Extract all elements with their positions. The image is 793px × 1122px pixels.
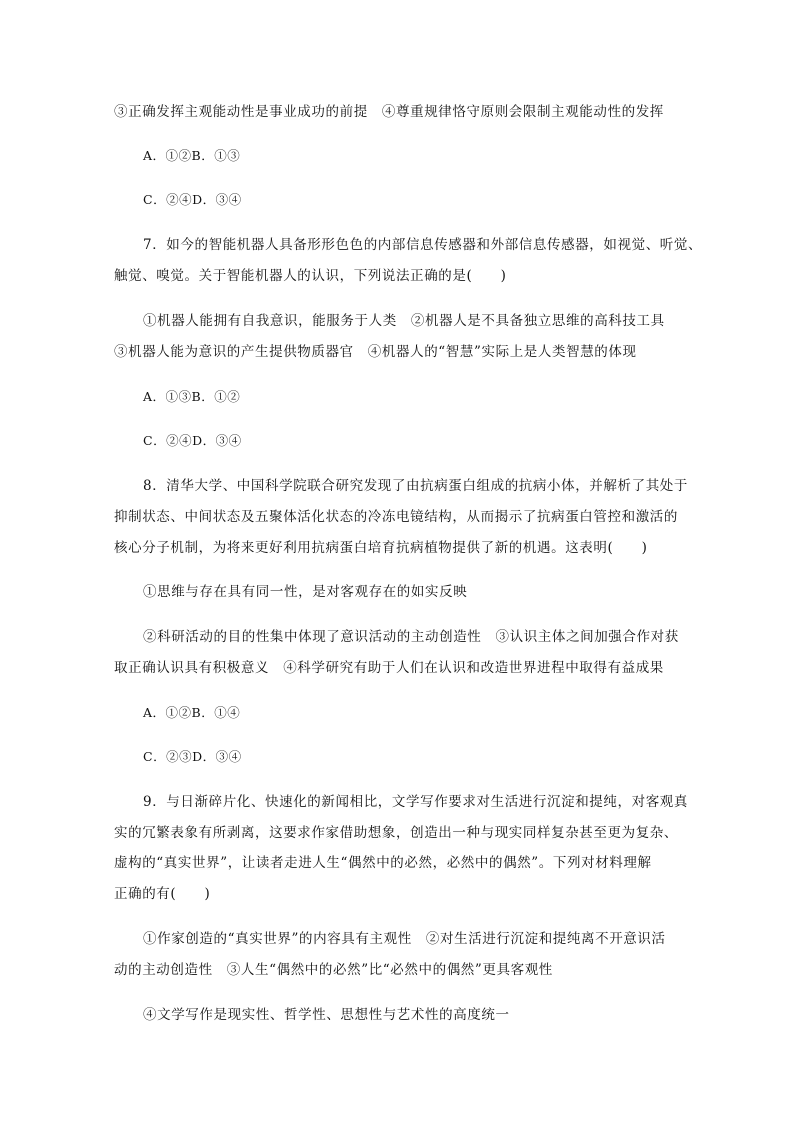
q7-stem-line-1: 7．如今的智能机器人具备形形色色的内部信息传感器和外部信息传感器，如视觉、听觉、 bbox=[143, 237, 703, 253]
q8-option-ab: A．①②B．①④ bbox=[143, 705, 241, 720]
q8-option-cd: C．②③D．③④ bbox=[143, 749, 242, 764]
q8-statement-1: ①思维与存在具有同一性，是对客观存在的如实反映 bbox=[143, 584, 468, 600]
q8-statements-line-2: ②科研活动的目的性集中体现了意识活动的主动创造性 ③认识主体之间加强合作对获 bbox=[143, 629, 679, 645]
q9-statements-line-2: 动的主动创造性 ③人生“偶然中的必然”比“必然中的偶然”更具客观性 bbox=[114, 962, 553, 978]
q8-stem-line-2: 抑制状态、中间状态及五聚体活化状态的冷冻电镜结构，从而揭示了抗病蛋白管控和激活的 bbox=[114, 509, 678, 525]
q6-option-ab: A．①②B．①③ bbox=[143, 148, 241, 163]
q7-statements-line-2: ③机器人能为意识的产生提供物质器官 ④机器人的“智慧”实际上是人类智慧的体现 bbox=[114, 344, 637, 360]
q9-stem-line-2: 实的冗繁表象有所剥离，这要求作家借助想象，创造出一种与现实同样复杂甚至更为复杂、 bbox=[114, 825, 678, 841]
q7-option-ab: A．①③B．①② bbox=[143, 389, 241, 404]
q7-stem-line-2: 触觉、嗅觉。关于智能机器人的认识，下列说法正确的是( ) bbox=[114, 268, 507, 284]
q7-option-cd: C．②④D．③④ bbox=[143, 433, 242, 448]
q9-stem-line-3: 虚构的“真实世界”，让读者走进人生“偶然中的必然，必然中的偶然”。下列对材料理解 bbox=[114, 855, 652, 871]
q6-statements-line: ③正确发挥主观能动性是事业成功的前提 ④尊重规律恪守原则会限制主观能动性的发挥 bbox=[114, 104, 664, 120]
q8-stem-line-3: 核心分子机制，为将来更好利用抗病蛋白培育抗病植物提供了新的机遇。这表明( ) bbox=[114, 540, 648, 556]
q9-statements-line-1: ①作家创造的“真实世界”的内容具有主观性 ②对生活进行沉淀和提纯离不开意识活 bbox=[143, 931, 666, 947]
q9-stem-line-1: 9．与日渐碎片化、快速化的新闻相比，文学写作要求对生活进行沉淀和提纯，对客观真 bbox=[143, 794, 688, 810]
q8-statements-line-3: 取正确认识具有积极意义 ④科学研究有助于人们在认识和改造世界进程中取得有益成果 bbox=[114, 660, 664, 676]
q7-statements-line-1: ①机器人能拥有自我意识，能服务于人类 ②机器人是不具备独立思维的高科技工具 bbox=[143, 313, 665, 329]
q9-statement-4: ④文学写作是现实性、哲学性、思想性与艺术性的高度统一 bbox=[143, 1007, 510, 1023]
q9-stem-line-4: 正确的有( ) bbox=[114, 886, 211, 902]
q6-option-cd: C．②④D．③④ bbox=[143, 192, 242, 207]
q8-stem-line-1: 8．清华大学、中国科学院联合研究发现了由抗病蛋白组成的抗病小体，并解析了其处于 bbox=[143, 478, 688, 494]
